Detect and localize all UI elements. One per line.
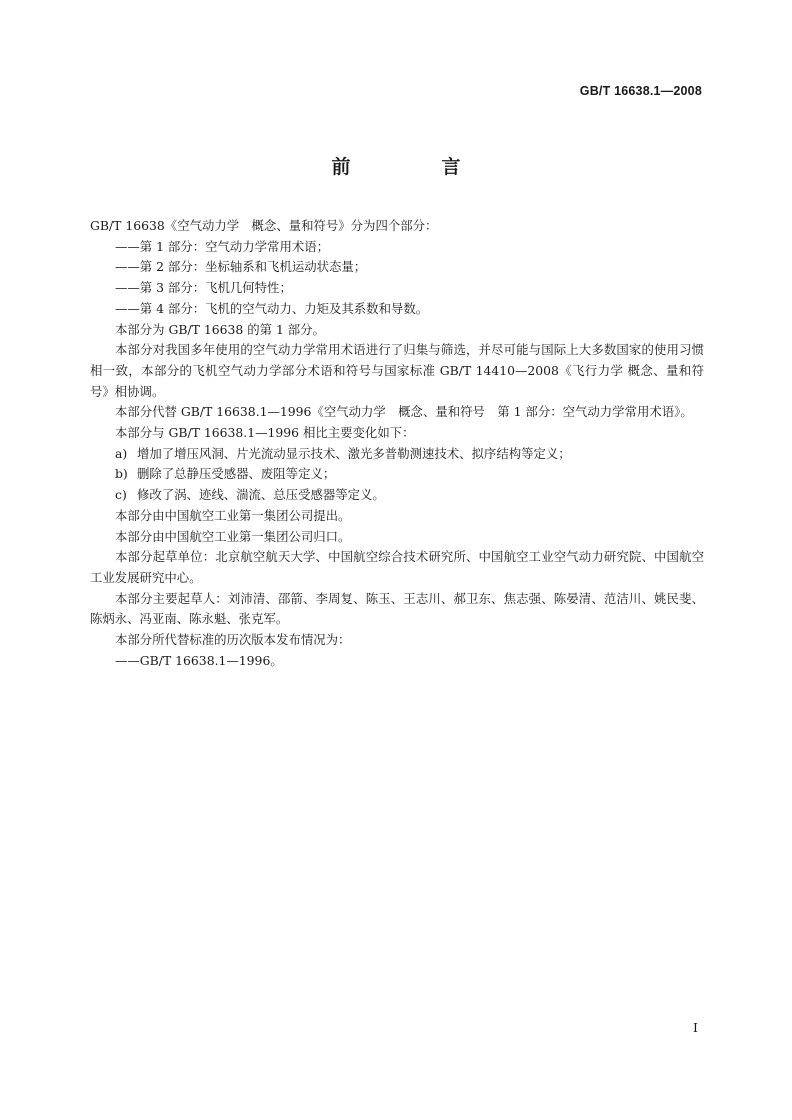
change-item-a-marker: a) [115,445,128,461]
change-item-c-marker: c) [115,487,127,503]
change-item-b [90,464,704,485]
history-item-1: ——GB/T 16638.1—1996。 [115,652,283,668]
page-title: 前 言 [331,156,497,178]
list-item-part-1: ——第 1 部分：空气动力学常用术语； [115,238,330,254]
change-item-c-text: 修改了涡、迹线、湍流、总压受感器等定义。 [137,487,385,503]
list-item-part-3: ——第 3 部分：飞机几何特性； [115,280,292,296]
drafters-paragraph: 本部分主要起草人：刘沛清、邵箭、李周复、陈玉、王志川、郝卫东、焦志强、陈晏清、范洁川、姚民斐、陈炳永、冯亚南、陈永魁、张克军。 [90,590,704,627]
change-item-a-text: 增加了增压风洞、片光流动显示技术、激光多普勒测速技术、拟序结构等定义； [137,445,571,461]
summary-paragraph: 本部分对我国多年使用的空气动力学常用术语进行了归集与筛选，并尽可能与国际上大多数国家的使用习惯相一致，本部分的飞机空气动力学部分术语和符号与国家标准 GB/T 14410—2008《飞行力学 概念、量和符号》相协调。 [90,342,704,399]
foreword-body [90,216,704,671]
proposed-by-paragraph: 本部分由中国航空工业第一集团公司提出。 [115,507,351,523]
list-item-part-2: ——第 2 部分：坐标轴系和飞机运动状态量； [115,259,367,275]
changes-intro-paragraph: 本部分与 GB/T 16638.1—1996 相比主要变化如下： [115,425,415,441]
change-item-a [90,444,704,465]
list-item-part-4: ——第 4 部分：飞机的空气动力、力矩及其系数和导数。 [115,300,429,316]
managed-by-paragraph: 本部分由中国航空工业第一集团公司归口。 [115,528,351,544]
intro-paragraph: GB/T 16638《空气动力学 概念、量和符号》分为四个部分： [90,218,438,233]
drafting-units-paragraph: 本部分起草单位：北京航空航天大学、中国航空综合技术研究所、中国航空工业空气动力研究院、中国航空工业发展研究中心。 [90,549,704,585]
replaces-paragraph: 本部分代替 GB/T 16638.1—1996《空气动力学 概念、量和符号 第 1 部分：空气动力学常用术语》。 [115,404,693,420]
page-number: I [693,1020,698,1035]
standard-code: GB/T 16638.1—2008 [579,84,702,98]
history-intro-paragraph: 本部分所代替标准的历次版本发布情况为： [115,632,351,648]
change-item-b-text: 删除了总静压受感器、废阻等定义； [137,466,336,482]
change-item-b-marker: b) [115,466,128,482]
change-item-c [90,485,704,506]
is-part-paragraph: 本部分为 GB/T 16638 的第 1 部分。 [115,321,325,337]
